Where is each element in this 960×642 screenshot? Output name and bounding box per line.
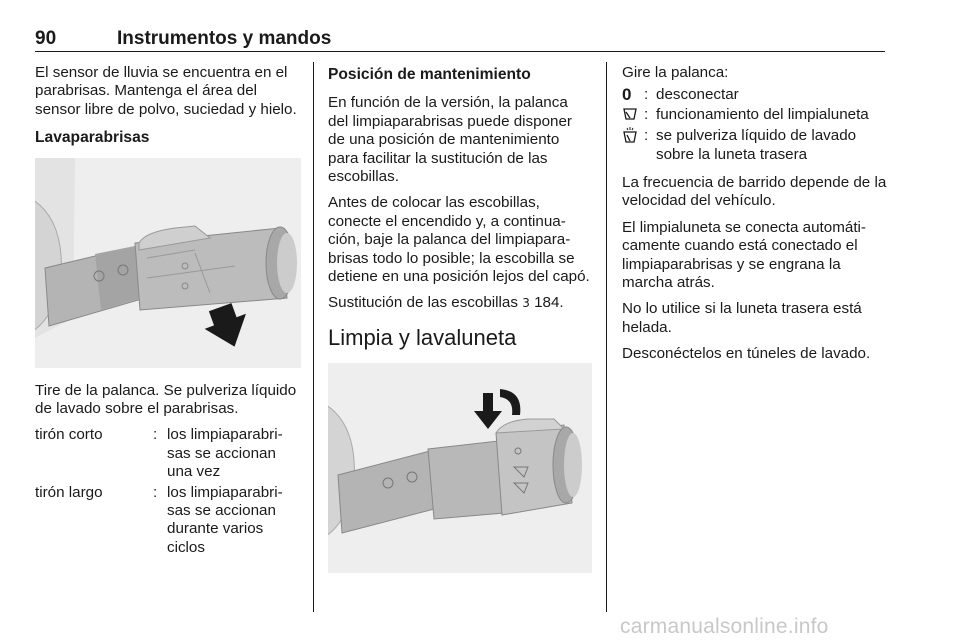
position-description: funcionamiento del limpialuneta bbox=[656, 105, 869, 123]
page-ref-arrow-icon: 3 bbox=[522, 296, 530, 311]
definition: los limpiaparabri-sas se accionan una vez bbox=[167, 426, 283, 481]
term-long-pull: tirón largo bbox=[35, 483, 103, 501]
turn-lever-instruction: Gire la palanca: bbox=[622, 64, 729, 81]
frozen-window-warning: No lo utilice si la luneta trasera está helada. bbox=[622, 300, 862, 336]
table-row: : se pulveriza líquido de lavado sobre la luneta trasera bbox=[622, 127, 887, 164]
washer-caption: Tire de la palanca. Se pulveriza líquido de lavado sobre el parabrisas. bbox=[35, 381, 297, 418]
column-divider bbox=[313, 62, 314, 612]
term-short-pull: tirón corto bbox=[35, 426, 103, 444]
car-wash-note: Desconéctelos en túneles de lavado. bbox=[622, 345, 871, 363]
page-number: 90 bbox=[35, 28, 57, 49]
watermark: carmanualsonline.info bbox=[620, 615, 829, 638]
table-row: 0 : desconectar bbox=[622, 86, 887, 105]
page-reference[interactable]: 184. bbox=[534, 294, 564, 312]
table-row: tirón largo : los limpiaparabri-sas se accionan durante varios ciclos bbox=[35, 484, 301, 560]
washer-lever-illustration bbox=[35, 158, 301, 368]
chapter-title: Instrumentos y mandos bbox=[117, 28, 332, 49]
page-header bbox=[35, 28, 885, 52]
position-description: se pulveriza líquido de lavado sobre la luneta trasera bbox=[656, 127, 857, 163]
maintenance-heading: Posición de mantenimiento bbox=[328, 66, 531, 83]
rain-sensor-paragraph: El sensor de lluvia se encuentra en el parabrisas. Mantenga el área del sensor libre de polvo, suciedad y hielo. bbox=[35, 64, 297, 118]
auto-rear-wiper-paragraph: El limpialuneta se conecta automáti-camente cuando está conectado el limpiaparabrisas y se engrana la marcha atrás. bbox=[622, 218, 866, 292]
pull-definitions bbox=[35, 426, 301, 559]
maintenance-p1: En función de la versión, la palanca del limpiaparabrisas puede disponer de una posición de mantenimiento para facilitar la sustitución de las escobillas. bbox=[328, 94, 572, 186]
column-1 bbox=[35, 64, 301, 559]
table-row: tirón corto : los limpiaparabri-sas se accionan una vez bbox=[35, 426, 301, 483]
column-divider bbox=[606, 62, 607, 612]
washer-heading: Lavaparabrisas bbox=[35, 129, 150, 147]
maintenance-p2: Antes de colocar las escobillas, conecte el encendido y, a continua-ción, baje la palanca del limpiapara-brisas todo lo posible; la escobilla se detiene en una posición lejos del capó. bbox=[328, 194, 590, 286]
rear-washer-icon bbox=[622, 132, 638, 149]
rear-wiper-positions bbox=[622, 86, 887, 164]
off-position-symbol: 0 bbox=[622, 85, 632, 105]
rear-wiper-lever-illustration bbox=[328, 363, 592, 573]
maintenance-p3: Sustitución de las escobillas 3 184. bbox=[328, 294, 564, 312]
table-row: : funcionamiento del limpialuneta bbox=[622, 106, 887, 127]
rear-wiper-heading: Limpia y lavaluneta bbox=[328, 324, 517, 350]
rear-wiper-icon bbox=[622, 109, 638, 126]
column-2 bbox=[328, 64, 592, 587]
position-description: desconectar bbox=[656, 86, 739, 104]
frequency-paragraph: La frecuencia de barrido depende de la velocidad del vehículo. bbox=[622, 174, 887, 210]
column-3 bbox=[622, 64, 887, 372]
definition: los limpiaparabri-sas se accionan durante varios ciclos bbox=[167, 483, 283, 556]
